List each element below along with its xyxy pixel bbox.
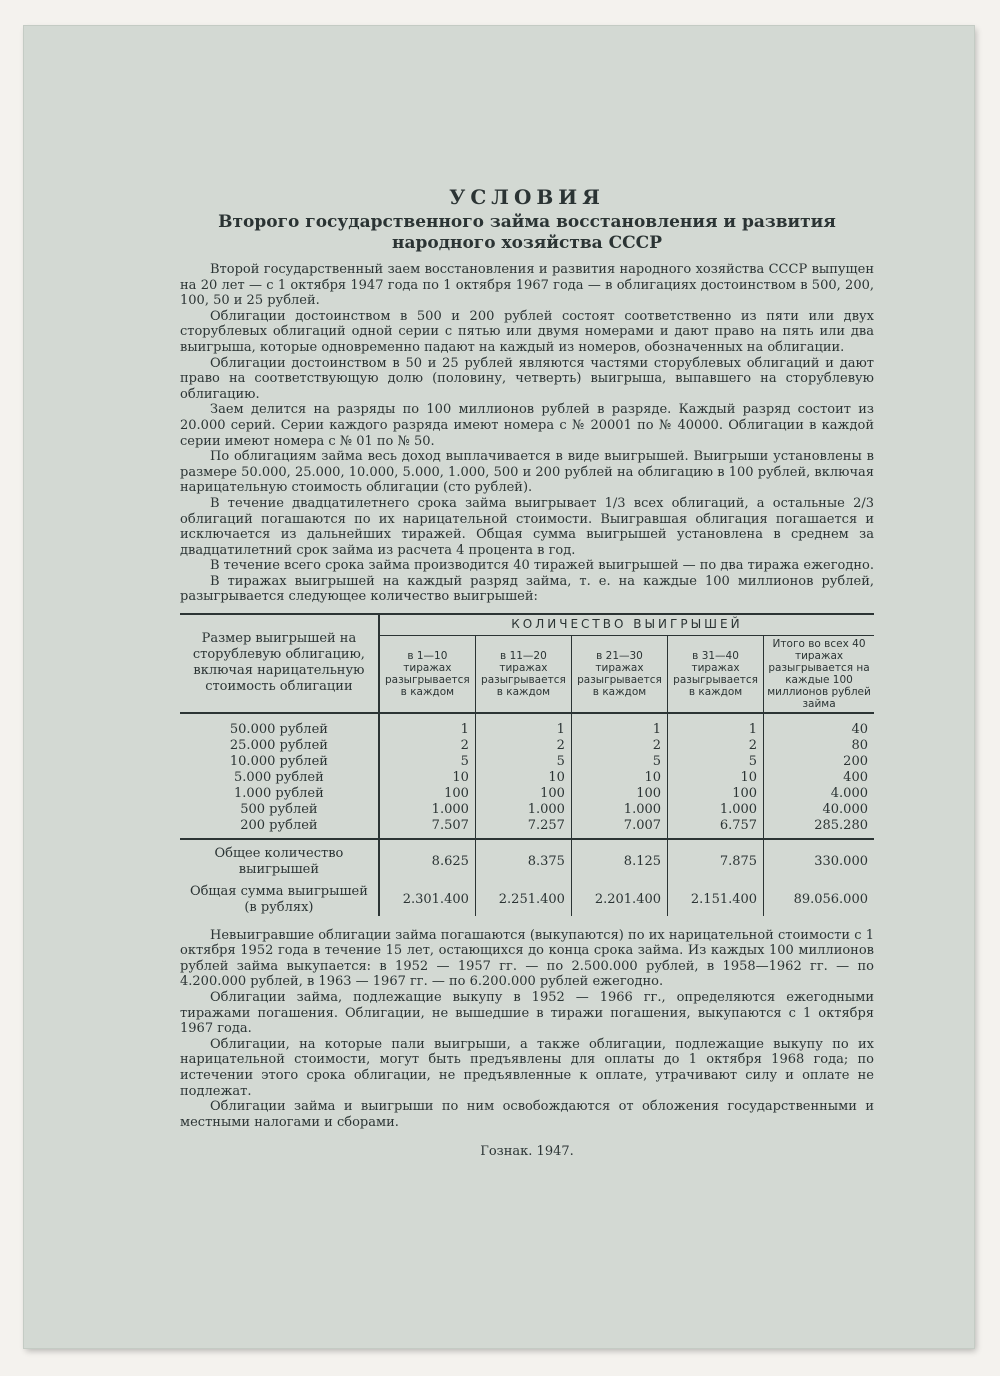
table-row [180, 818, 874, 839]
table-cell: 10 [668, 770, 764, 786]
table-cell: 5 [571, 754, 667, 770]
table-cell: 200 [843, 753, 868, 769]
table-cell: 7.257 [475, 818, 571, 839]
table-cell: 5 [475, 754, 571, 770]
table-cell: 7.875 [668, 839, 764, 878]
paragraph: Облигации, на которые пали выигрыши, а также облигации, подлежащие выкупу по их нарицательной стоимости, могут быть предъявлены для оплаты до 1 октября 1968 года; по истечении этого срока облигации, не предъявленные к оплате, утрачивают силу и оплате не подлежат. [180, 1036, 874, 1099]
table-cell: 7.007 [571, 818, 667, 839]
row-label: 200 рублей [180, 818, 379, 839]
table-cell: 1 [475, 713, 571, 738]
printer-imprint: Гознак. 1947. [480, 1144, 574, 1160]
row-label: 10.000 рублей [180, 754, 379, 770]
table-cell: 2 [571, 738, 667, 754]
row-label: Общее количество выигрышей [180, 839, 379, 878]
row-label: 50.000 рублей [180, 713, 379, 738]
table-cell: 40.000 [822, 801, 868, 817]
table-cell: 1.000 [571, 802, 667, 818]
table-cell: 8.625 [379, 839, 476, 878]
table-cell: 330.000 [814, 853, 868, 869]
table-cell: 100 [379, 786, 476, 802]
paragraph: В течение всего срока займа производится 40 тиражей выигрышей — по два тиража ежегодно. [210, 558, 874, 574]
document-title: УСЛОВИЯ [449, 185, 605, 209]
column-header: в 11—20 тиражах разыгрывается в каждом [475, 635, 571, 713]
table-cell: 1.000 [379, 802, 476, 818]
table-cell: 1.000 [475, 802, 571, 818]
table-cell: 2.301.400 [379, 878, 476, 916]
table-cell: 2 [379, 738, 476, 754]
table-cell: 2 [668, 738, 764, 754]
table-cell: 2 [475, 738, 571, 754]
row-label: Общая сумма выигрышей (в рублях) [180, 878, 379, 916]
table-cell: 80 [851, 737, 868, 753]
paragraph: Облигации достоинством в 500 и 200 рублей состоят соответственно из пяти или двух сторублевых облигаций одной серии с пятью или двумя номерами и дают право на пять или два выигрыша, которые одновременно падают на каждый из номеров, обозначенных на облигации. [180, 308, 874, 355]
column-header: в 21—30 тиражах разыгрывается в каждом [571, 635, 667, 713]
table-row [180, 738, 874, 754]
table-cell: 10 [571, 770, 667, 786]
table-cell: 40 [851, 721, 868, 737]
table-cell: 400 [843, 769, 868, 785]
table-cell: 4.000 [830, 785, 868, 801]
winnings-table [180, 613, 874, 916]
table-cell: 1 [571, 713, 667, 738]
group-header: КОЛИЧЕСТВО ВЫИГРЫШЕЙ [379, 614, 874, 635]
column-header: в 1—10 тиражах разыгрывается в каждом [379, 635, 476, 713]
bond-reverse-page [24, 26, 974, 1348]
table-cell: 8.125 [571, 839, 667, 878]
table-row [180, 802, 874, 818]
column-header: Итого во всех 40 тиражах разыгрывается на каждые 100 миллионов рублей займа [764, 635, 874, 713]
row-label: 25.000 рублей [180, 738, 379, 754]
table-cell: 1.000 [668, 802, 764, 818]
table-cell: 100 [668, 786, 764, 802]
row-label: 500 рублей [180, 802, 379, 818]
total-count-row [180, 839, 874, 878]
table-cell: 2.251.400 [475, 878, 571, 916]
document-body [180, 186, 874, 1160]
table-cell: 100 [475, 786, 571, 802]
row-label: 5.000 рублей [180, 770, 379, 786]
column-header: в 31—40 тиражах разыгрывается в каждом [668, 635, 764, 713]
paragraph: По облигациям займа весь доход выплачивается в виде выигрышей. Выигрыши установлены в размере 50.000, 25.000, 10.000, 5.000, 1.000, 500 и 200 рублей на облигацию в 100 рублей, включая нарицательную стоимость облигации (сто рублей). [180, 449, 874, 496]
table-cell: 2.151.400 [668, 878, 764, 916]
paragraph: Невыигравшие облигации займа погашаются (выкупаются) по их нарицательной стоимости с 1 октября 1952 года в течение 15 лет, остающихся до конца срока займа. Из каждых 100 миллионов рублей займа выкупается: в 1952 — 1957 гг. — по 2.500.000 рублей, в 1958—1962 гг. — по 4.200.000 рублей, в 1963 — 1967 гг. — по 6.200.000 рублей ежегодно. [180, 927, 874, 990]
table-cell: 5 [379, 754, 476, 770]
size-header: Размер выигрышей на сторублевую облигацию, включая нарицательную стоимость облигации [180, 614, 379, 713]
total-sum-row [180, 878, 874, 916]
table-cell: 10 [475, 770, 571, 786]
table-cell: 8.375 [475, 839, 571, 878]
table-row [180, 713, 874, 738]
table-cell: 285.280 [764, 818, 874, 839]
paragraph: Облигации достоинством в 50 и 25 рублей являются частями сторублевых облигаций и дают право на соответствующую долю (половину, четверть) выигрыша, выпавшего на сторублевую облигацию. [180, 355, 874, 402]
paragraph: Заем делится на разряды по 100 миллионов рублей в разряде. Каждый разряд состоит из 20.000 серий. Серии каждого разряда имеют номера с № 20001 по № 40000. Облигации в каждой серии имеют номера с № 01 по № 50. [180, 402, 874, 449]
table-cell: 10 [379, 770, 476, 786]
table-cell: 7.507 [379, 818, 476, 839]
table-cell: 1 [379, 713, 476, 738]
table-cell: 100 [571, 786, 667, 802]
table-cell: 89.056.000 [793, 891, 868, 907]
paragraph: В тиражах выигрышей на каждый разряд займа, т. е. на каждые 100 миллионов рублей, разыгрывается следующее количество выигрышей: [180, 573, 874, 605]
table-cell: 5 [668, 754, 764, 770]
table-row [180, 786, 874, 802]
paragraph: Второй государственный заем восстановления и развития народного хозяйства СССР выпущен на 20 лет — с 1 октября 1947 года по 1 октября 1967 года — в облигациях достоинством в 500, 200, 100, 50 и 25 рублей. [180, 262, 874, 309]
document-subtitle: Второго государственного займа восстановления и развития народного хозяйства СССР [218, 212, 836, 253]
paragraph: В течение двадцатилетнего срока займа выигрывает 1/3 всех облигаций, а остальные 2/3 облигаций погашаются по их нарицательной стоимости. Выигравшая облигация погашается и исключается из дальнейших тиражей. Общая сумма выигрышей установлена в среднем за двадцатилетний срок займа из расчета 4 процента в год. [180, 495, 874, 558]
row-label: 1.000 рублей [180, 786, 379, 802]
table-cell: 2.201.400 [571, 878, 667, 916]
table-cell: 1 [668, 713, 764, 738]
table-cell: 6.757 [668, 818, 764, 839]
paragraph: Облигации займа и выигрыши по ним освобождаются от обложения государственными и местными налогами и сборами. [180, 1099, 874, 1130]
paragraph: Облигации займа, подлежащие выкупу в 1952 — 1966 гг., определяются ежегодными тиражами погашения. Облигации, не вышедшие в тиражи погашения, выкупаются с 1 октября 1967 года. [180, 990, 874, 1037]
table-row [180, 754, 874, 770]
table-row [180, 770, 874, 786]
